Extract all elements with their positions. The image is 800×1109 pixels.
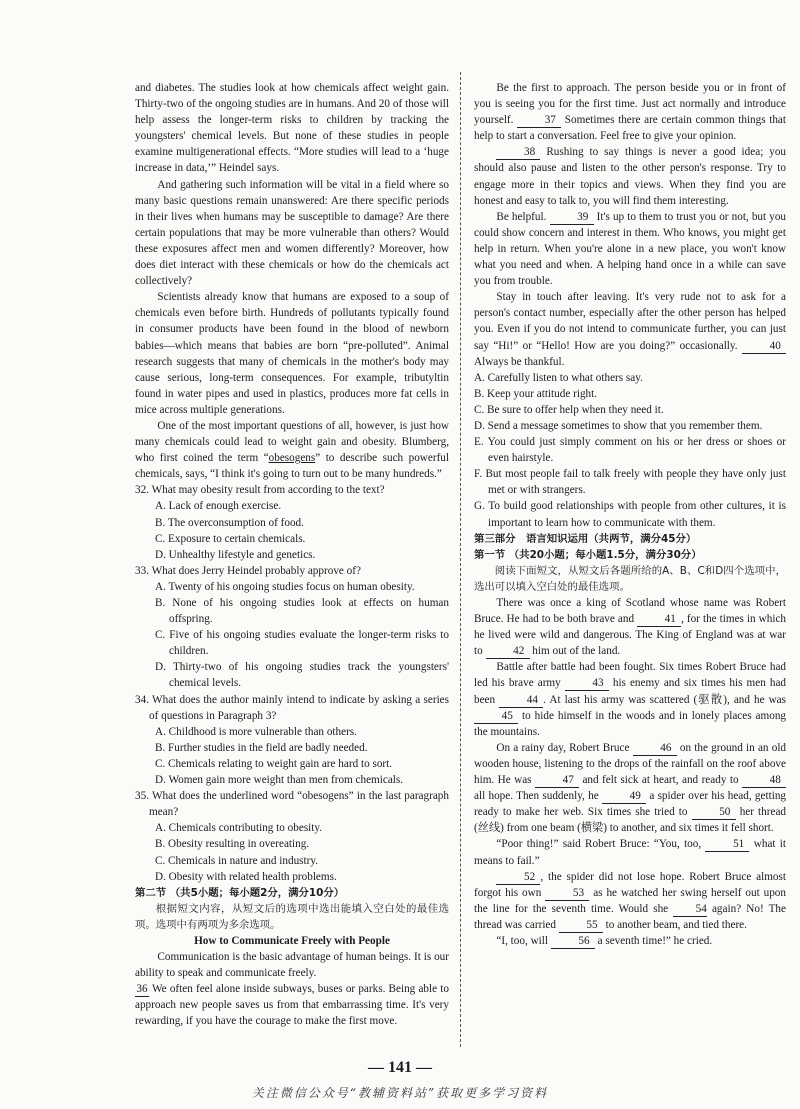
blank-56: 56 bbox=[551, 935, 595, 949]
q34-option-a: A. Childhood is more vulnerable than others. bbox=[155, 725, 357, 738]
q32-option-d: D. Unhealthy lifestyle and genetics. bbox=[155, 548, 316, 561]
blank-45: 45 bbox=[474, 710, 518, 724]
section-2-heading: 第二节 （共5小题；每小题2分，满分10分） bbox=[135, 886, 345, 899]
blank-54: 54 bbox=[673, 903, 707, 917]
q35-option-c: C. Chemicals in nature and industry. bbox=[155, 854, 319, 867]
blank-37: 37 bbox=[517, 114, 561, 128]
q32-option-c: C. Exposure to certain chemicals. bbox=[155, 532, 306, 545]
option-b: B. Keep your attitude right. bbox=[474, 387, 598, 400]
blank-53: 53 bbox=[545, 887, 589, 901]
blank-36: 36 bbox=[136, 983, 148, 996]
blank-55: 55 bbox=[559, 919, 603, 933]
left-column bbox=[135, 80, 449, 1030]
cloze-paragraph-4: “Poor thing!” said Robert Bruce: “You, too, 51 what it means to fail.” bbox=[474, 838, 787, 867]
paragraph-communication-2: 36 We often feel alone inside subways, buses or parks. Being able to approach new people saves us from that embarrassing time. It's very rewarding, if you have the courage to make the first move. bbox=[135, 983, 449, 1028]
section-1-instructions: 阅读下面短文，从短文后各题所给的A、B、C和D四个选项中，选出可以填入空白处的最佳选项。 bbox=[474, 564, 786, 593]
paragraph-rushing: 38 Rushing to say things is never a good idea; you should also pause and listen to the other person's response. Try to engage more in their topics and views. When they find you are honest and easy to talk to, you will find them interesting. bbox=[474, 146, 787, 207]
footer-note: 关注微信公众号“教辅资料站”获取更多学习资料 bbox=[251, 1086, 549, 1100]
section-2-instructions: 根据短文内容，从短文后的选项中选出能填入空白处的最佳选项。选项中有两项为多余选项。 bbox=[135, 902, 449, 931]
q34-option-b: B. Further studies in the field are badly needed. bbox=[155, 741, 368, 754]
blank-41: 41 bbox=[637, 613, 681, 627]
underlined-term: obesogens bbox=[268, 452, 316, 465]
q33-option-c: C. Five of his ongoing studies evaluate the longer-term risks to children. bbox=[155, 629, 449, 658]
article-title: How to Communicate Freely with People bbox=[194, 934, 390, 947]
question-32: 32. What may obesity result from according to the text? bbox=[135, 484, 385, 497]
option-e: E. You could just simply comment on his or her dress or shoes or even hairstyle. bbox=[474, 436, 786, 465]
right-column bbox=[474, 80, 786, 949]
section-1-heading: 第一节 （共20小题；每小题1.5分，满分30分） bbox=[474, 548, 702, 561]
blank-38: 38 bbox=[496, 146, 540, 160]
paragraph-communication: Communication is the basic advantage of human beings. It is our ability to speak and communicate freely. bbox=[135, 951, 449, 980]
paragraph-intro: and diabetes. The studies look at how chemicals affect weight gain. Thirty-two of the ongoing studies are in humans. And 20 of those will help assess the longer-term risks to children by tracking the youngsters' chemical levels. But none of these studies in people examine multigenerational effects. “More studies will lead to a ‘huge increase in data,’” Heindel says. bbox=[135, 82, 449, 175]
question-34: 34. What does the author mainly intend to indicate by asking a series of questions in Paragraph 3? bbox=[135, 693, 449, 722]
blank-43: 43 bbox=[565, 677, 609, 691]
blank-42: 42 bbox=[486, 645, 530, 659]
question-33: 33. What does Jerry Heindel probably approve of? bbox=[135, 564, 361, 577]
q32-option-b: B. The overconsumption of food. bbox=[155, 516, 304, 529]
option-g: G. To build good relationships with people from other cultures, it is important to learn how to communicate with them. bbox=[474, 500, 786, 529]
cloze-paragraph-6: “I, too, will 56 a seventh time!” he cried. bbox=[496, 934, 713, 947]
blank-44: 44 bbox=[499, 694, 543, 708]
q33-option-d: D. Thirty-two of his ongoing studies track the youngsters' chemical levels. bbox=[155, 661, 449, 690]
blank-51: 51 bbox=[705, 838, 749, 852]
paragraph-be-first: Be the first to approach. The person beside you or in front of you is seeing you for the first time. Just act normally and introduce yourself. 37 Sometimes there are certain common things that help to start a conversation. Feel free to give your opinion. bbox=[474, 82, 787, 143]
q34-option-c: C. Chemicals relating to weight gain are hard to sort. bbox=[155, 757, 393, 770]
paragraph-helpful: Be helpful. 39 It's up to them to trust you or not, but you could show concern and interest in them. Who knows, you might get help in return. When you're alone in a new place, you won't know what you need and when. A helping hand once in a while can save you from trouble. bbox=[474, 210, 787, 288]
q33-option-b: B. None of his ongoing studies look at effects on human offspring. bbox=[155, 597, 449, 626]
blank-47: 47 bbox=[535, 774, 579, 788]
part-3-heading: 第三部分 语言知识运用（共两节，满分45分） bbox=[474, 532, 697, 545]
cloze-paragraph-2: Battle after battle had been fought. Six times Robert Bruce had led his brave army 43 his enemy and six times his men had been 44 . At last his army was scattered (驱散), and he was 45 to hide himself in the woods and in lonely places among the mountains. bbox=[474, 661, 787, 738]
q35-option-b: B. Obesity resulting in overeating. bbox=[155, 838, 310, 851]
option-d: D. Send a message sometimes to show that you remember them. bbox=[474, 419, 763, 432]
blank-52: 52 bbox=[496, 871, 540, 885]
blank-46: 46 bbox=[633, 742, 677, 756]
page-number: — 141 — bbox=[368, 1059, 432, 1076]
option-c: C. Be sure to offer help when they need it. bbox=[474, 403, 664, 416]
q32-option-a: A. Lack of enough exercise. bbox=[155, 500, 282, 513]
q35-option-d: D. Obesity with related health problems. bbox=[155, 870, 337, 883]
q35-option-a: A. Chemicals contributing to obesity. bbox=[155, 822, 323, 835]
paragraph-gathering: And gathering such information will be vital in a field where so many basic questions remain unanswered: Are there specific periods in their lives when humans may be susceptible to damage? Are there certain populations that may be more vulnerable than others? Would these exposures affect men and women differently? Moreover, how does diet interact with these chemicals or how do the chemicals act collectively? bbox=[135, 178, 449, 288]
option-f: F. But most people fail to talk freely with people they have only just met or with strangers. bbox=[474, 468, 786, 497]
question-35: 35. What does the underlined word “obesogens” in the last paragraph mean? bbox=[135, 790, 449, 819]
column-divider bbox=[460, 72, 461, 1047]
cloze-paragraph-5: 52 , the spider did not lose hope. Robert Bruce almost forgot his own 53 as he watched her swing herself out upon the line for the seventh time. Would she 54 again? No! The thread was carried 55 to another beam, and tied there. bbox=[474, 870, 786, 931]
blank-39: 39 bbox=[550, 211, 594, 225]
q33-option-a: A. Twenty of his ongoing studies focus on human obesity. bbox=[155, 580, 415, 593]
blank-40: 40 bbox=[742, 340, 786, 354]
blank-49: 49 bbox=[602, 790, 646, 804]
paragraph-obesogens: One of the most important questions of all, however, is just how many chemicals could lead to weight gain and obesity. Blumberg, who first coined the term “obesogens” to describe such powerful chemicals, says, “I think it's going to turn out to be many hundreds.” bbox=[135, 419, 449, 481]
q34-option-d: D. Women gain more weight than men from chemicals. bbox=[155, 774, 404, 787]
paragraph-stay-in-touch: Stay in touch after leaving. It's very rude not to ask for a person's contact number, especially after the other person has helped you. Even if you do not intend to communicate further, you can just say “Hi!” or “Hello! How are you doing?” occasionally. 40 Always be thankful. bbox=[474, 291, 786, 368]
paragraph-scientists: Scientists already know that humans are exposed to a soup of chemicals even before birth. Hundreds of pollutants typically found in consumer products have been found in the blood of newborn babies—which means that babies are born “pre-polluted”. Animal research suggests that many of chemicals in the mother's body may cause serious, long-term consequences. For example, tributyltin found in water pipes and used in plastics, produces more fat cells in mice across multiple generations. bbox=[135, 291, 449, 416]
blank-48: 48 bbox=[742, 774, 786, 788]
cloze-paragraph-3: On a rainy day, Robert Bruce 46 on the ground in an old wooden house, listening to the drops of the rainfall on the roof above him. He was 47 and felt sick at heart, and ready to 48 all hope. Then suddenly, he 49 a spider over his head, getting ready to make her web. Six times she tried to 50 her thread (丝线) from one beam (横梁) to another, and six times it fell short. bbox=[474, 741, 787, 835]
blank-50: 50 bbox=[692, 806, 736, 820]
option-a: A. Carefully listen to what others say. bbox=[474, 371, 643, 384]
cloze-paragraph-1: There was once a king of Scotland whose name was Robert Bruce. He had to be both brave and 41 , for the times in which he lived were wild and dangerous. The King of England was at war to 42 him out of the land. bbox=[474, 597, 786, 658]
